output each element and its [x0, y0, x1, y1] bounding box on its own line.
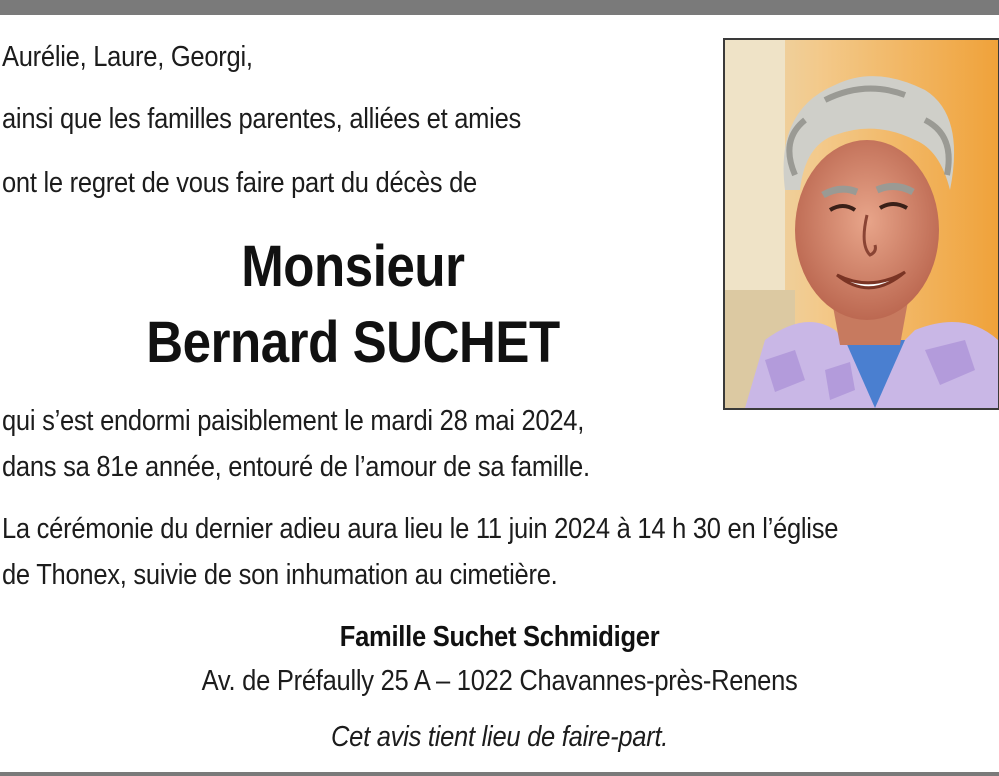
ceremony-line-2: de Thonex, suivie de son inhumation au cimetière.: [2, 559, 558, 591]
deceased-title: [0, 234, 705, 300]
deceased-name-text: Bernard SUCHET: [145, 310, 560, 375]
details-line-age: dans sa 81e année, entouré de l’amour de sa famille.: [2, 451, 590, 483]
top-divider: [0, 0, 999, 15]
details-line-date: qui s’est endormi paisiblement le mardi 28 mai 2024,: [2, 405, 585, 437]
portrait-photo: [723, 38, 999, 410]
intro-line-names: Aurélie, Laure, Georgi,: [2, 41, 253, 73]
footer-note-text: Cet avis tient lieu de faire-part.: [330, 721, 669, 753]
family-name-text: Famille Suchet Schmidiger: [339, 621, 660, 653]
family-address: [0, 664, 999, 698]
ceremony-line-1: La cérémonie du dernier adieu aura lieu le 11 juin 2024 à 14 h 30 en l’église: [2, 513, 839, 545]
footer-note: [0, 720, 999, 754]
deceased-name: [0, 310, 705, 376]
portrait-illustration: [725, 40, 998, 408]
intro-line-families: ainsi que les familles parentes, alliées et amies: [2, 103, 522, 135]
family-name: [0, 620, 999, 654]
family-address-text: Av. de Préfaully 25 A – 1022 Chavannes-près-Renens: [201, 665, 798, 697]
intro-line-announcement: ont le regret de vous faire part du décès de: [2, 167, 477, 199]
bottom-divider: [0, 772, 999, 776]
deceased-title-text: Monsieur: [240, 234, 465, 299]
